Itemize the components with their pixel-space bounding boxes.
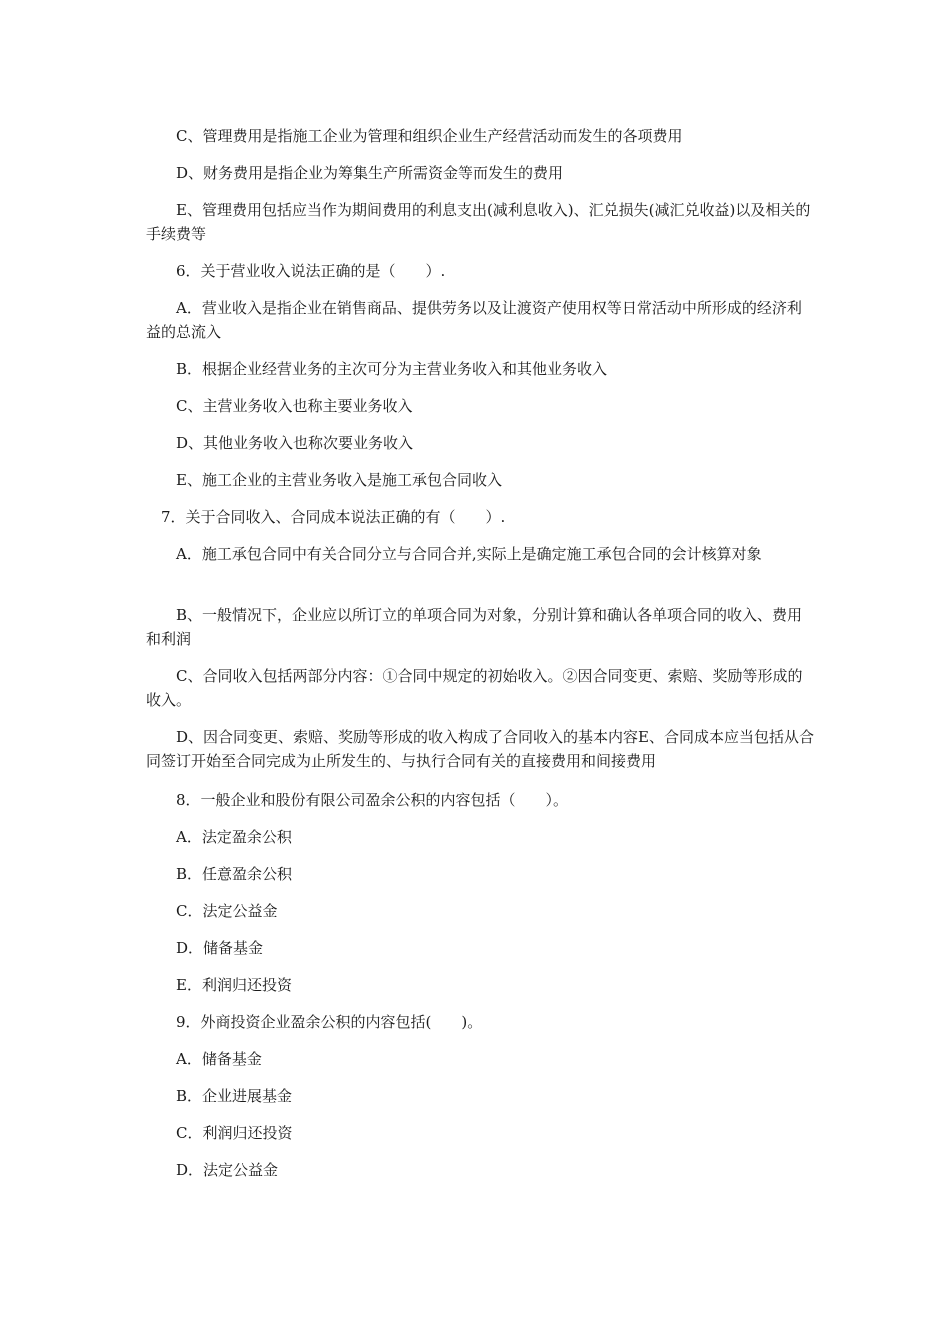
- q9-option-b: B．企业进展基金: [176, 1087, 293, 1105]
- q8-option-c: C．法定公益金: [176, 902, 278, 920]
- q7-option-b: B、一般情况下，企业应以所订立的单项合同为对象，分别计算和确认各单项合同的收入、费用和利润: [146, 606, 803, 648]
- q6-option-d: D、其他业务收入也称次要业务收入: [176, 434, 414, 452]
- question-9: 9．外商投资企业盈余公积的内容包括( )。: [176, 1013, 483, 1031]
- q6-option-e: E、施工企业的主营业务收入是施工承包合同收入: [176, 471, 502, 489]
- q7-option-a: A．施工承包合同中有关合同分立与合同合并,实际上是确定施工承包合同的会计核算对象: [176, 545, 762, 563]
- q9-option-d: D．法定公益金: [176, 1161, 279, 1179]
- option-e-management-expense-includes: E、管理费用包括应当作为期间费用的利息支出(减利息收入)、汇兑损失(减汇兑收益)以及相关的手续费等: [146, 201, 811, 243]
- q6-option-a: A．营业收入是指企业在销售商品、提供劳务以及让渡资产使用权等日常活动中所形成的经济利益的总流入: [146, 299, 802, 341]
- q6-option-c: C、主营业务收入也称主要业务收入: [176, 397, 413, 415]
- q9-option-a: A．储备基金: [176, 1050, 262, 1068]
- q8-option-a: A．法定盈余公积: [176, 828, 292, 846]
- q8-option-e: E．利润归还投资: [176, 976, 292, 994]
- q9-option-c: C．利润归还投资: [176, 1124, 293, 1142]
- option-d-financial-expense: D、财务费用是指企业为筹集生产所需资金等而发生的费用: [176, 164, 564, 182]
- q8-option-d: D．储备基金: [176, 939, 264, 957]
- question-7: 7．关于合同收入、合同成本说法正确的有（ ）.: [161, 508, 506, 526]
- question-6: 6．关于营业收入说法正确的是（ ）.: [176, 262, 446, 280]
- option-c-management-expense: C、管理费用是指施工企业为管理和组织企业生产经营活动而发生的各项费用: [176, 127, 683, 145]
- q7-option-d-e: D、因合同变更、索赔、奖励等形成的收入构成了合同收入的基本内容E、合同成本应当包括从合同签订开始至合同完成为止所发生的、与执行合同有关的直接费用和间接费用: [146, 728, 814, 770]
- q6-option-b: B．根据企业经营业务的主次可分为主营业务收入和其他业务收入: [176, 360, 608, 378]
- q8-option-b: B．任意盈余公积: [176, 865, 293, 883]
- question-8: 8．一般企业和股份有限公司盈余公积的内容包括（ ）。: [176, 791, 569, 809]
- q7-option-c: C、合同收入包括两部分内容：①合同中规定的初始收入。②因合同变更、索赔、奖励等形成的收入。: [146, 667, 803, 709]
